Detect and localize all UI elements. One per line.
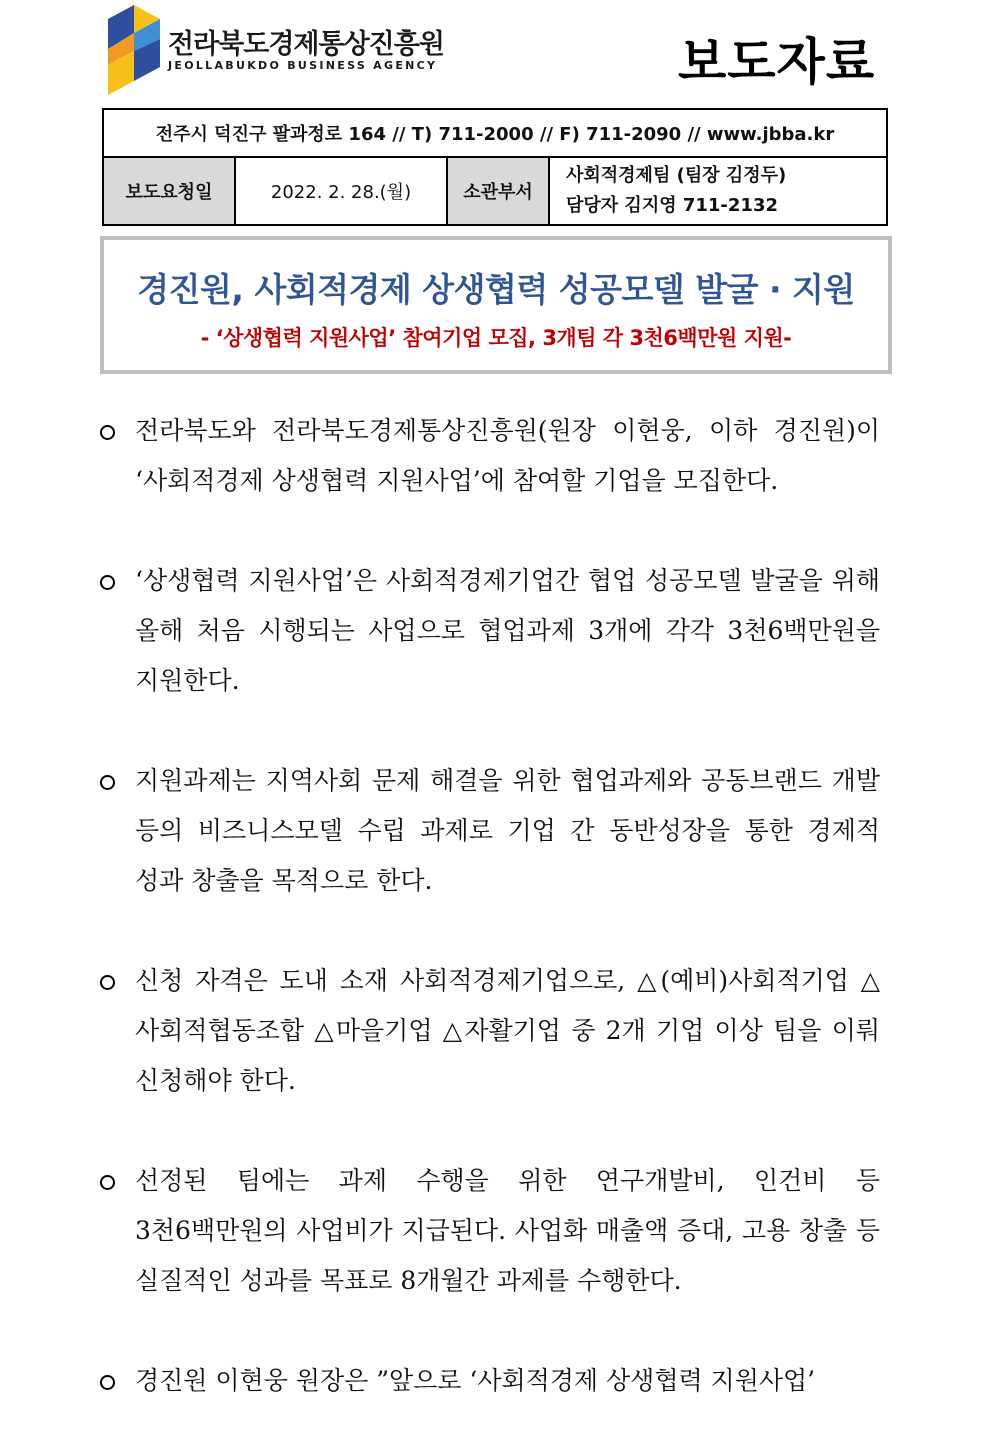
circle-bullet-icon xyxy=(100,1375,115,1390)
paragraph-text: 지원과제는 지역사회 문제 해결을 위한 협업과제와 공동브랜드 개발 등의 비즈니스모델 수립 과제로 기업 간 동반성장을 통한 경제적 성과 창출을 목적으로 한다. xyxy=(135,766,880,895)
org-name-english: JEOLLABUKDO BUSINESS AGENCY xyxy=(168,59,438,72)
circle-bullet-icon xyxy=(100,575,115,590)
circle-bullet-icon xyxy=(100,775,115,790)
paragraph-item xyxy=(100,956,890,1106)
org-name-korean: 전라북도경제통상진흥원 xyxy=(168,29,444,60)
paragraph-text: 전라북도와 전라북도경제통상진흥원(원장 이현웅, 이하 경진원)이 ‘사회적경제 상생협력 지원사업’에 참여할 기업을 모집한다. xyxy=(135,416,880,495)
date-value-cell: 2022. 2. 28.(월) xyxy=(235,157,447,225)
circle-bullet-icon xyxy=(100,975,115,990)
document-type-title: 보도자료 xyxy=(678,33,876,91)
dept-team-line: 사회적경제팀 (팀장 김정두) xyxy=(566,165,787,186)
paragraph-text: 선정된 팀에는 과제 수행을 위한 연구개발비, 인건비 등 3천6백만원의 사업비가 지급된다. 사업화 매출액 증대, 고용 창출 등 실질적인 성과를 목표로 8개월간 과제를 수행한다. xyxy=(135,1166,880,1295)
headline-box xyxy=(100,236,892,374)
paragraph-item xyxy=(100,406,890,506)
circle-bullet-icon xyxy=(100,1175,115,1190)
dept-value-cell xyxy=(549,157,887,225)
paragraph-text: 신청 자격은 도내 소재 사회적경제기업으로, △(예비)사회적기업 △사회적협동조합 △마을기업 △자활기업 중 2개 기업 이상 팀을 이뤄 신청해야 한다. xyxy=(135,966,880,1095)
dept-contact-line: 담당자 김지영 711-2132 xyxy=(566,195,779,216)
headline-subtitle: - ‘상생협력 지원사업’ 참여기업 모집, 3개팀 각 3천6백만원 지원- xyxy=(200,326,792,350)
press-body xyxy=(100,406,890,1456)
agency-logo-icon xyxy=(108,5,160,95)
document-header xyxy=(0,0,992,100)
paragraph-text: ‘상생협력 지원사업’은 사회적경제기업간 협업 성공모델 발굴을 위해 올해 처음 시행되는 사업으로 협업과제 3개에 각각 3천6백만원을 지원한다. xyxy=(135,566,880,695)
dept-label-cell: 소관부서 xyxy=(447,157,549,225)
paragraph-item xyxy=(100,1356,890,1406)
date-label-cell: 보도요청일 xyxy=(103,157,235,225)
headline-title: 경진원, 사회적경제 상생협력 성공모델 발굴 · 지원 xyxy=(137,270,855,309)
press-info-table xyxy=(102,108,888,226)
circle-bullet-icon xyxy=(100,425,115,440)
paragraph-item xyxy=(100,1156,890,1306)
paragraph-text: 경진원 이현웅 원장은 ”앞으로 ‘사회적경제 상생협력 지원사업’ xyxy=(135,1366,816,1395)
paragraph-item xyxy=(100,556,890,706)
paragraph-item xyxy=(100,756,890,906)
contact-line: 전주시 덕진구 팔과정로 164 // T) 711-2000 // F) 711-2090 // www.jbba.kr xyxy=(103,109,887,157)
